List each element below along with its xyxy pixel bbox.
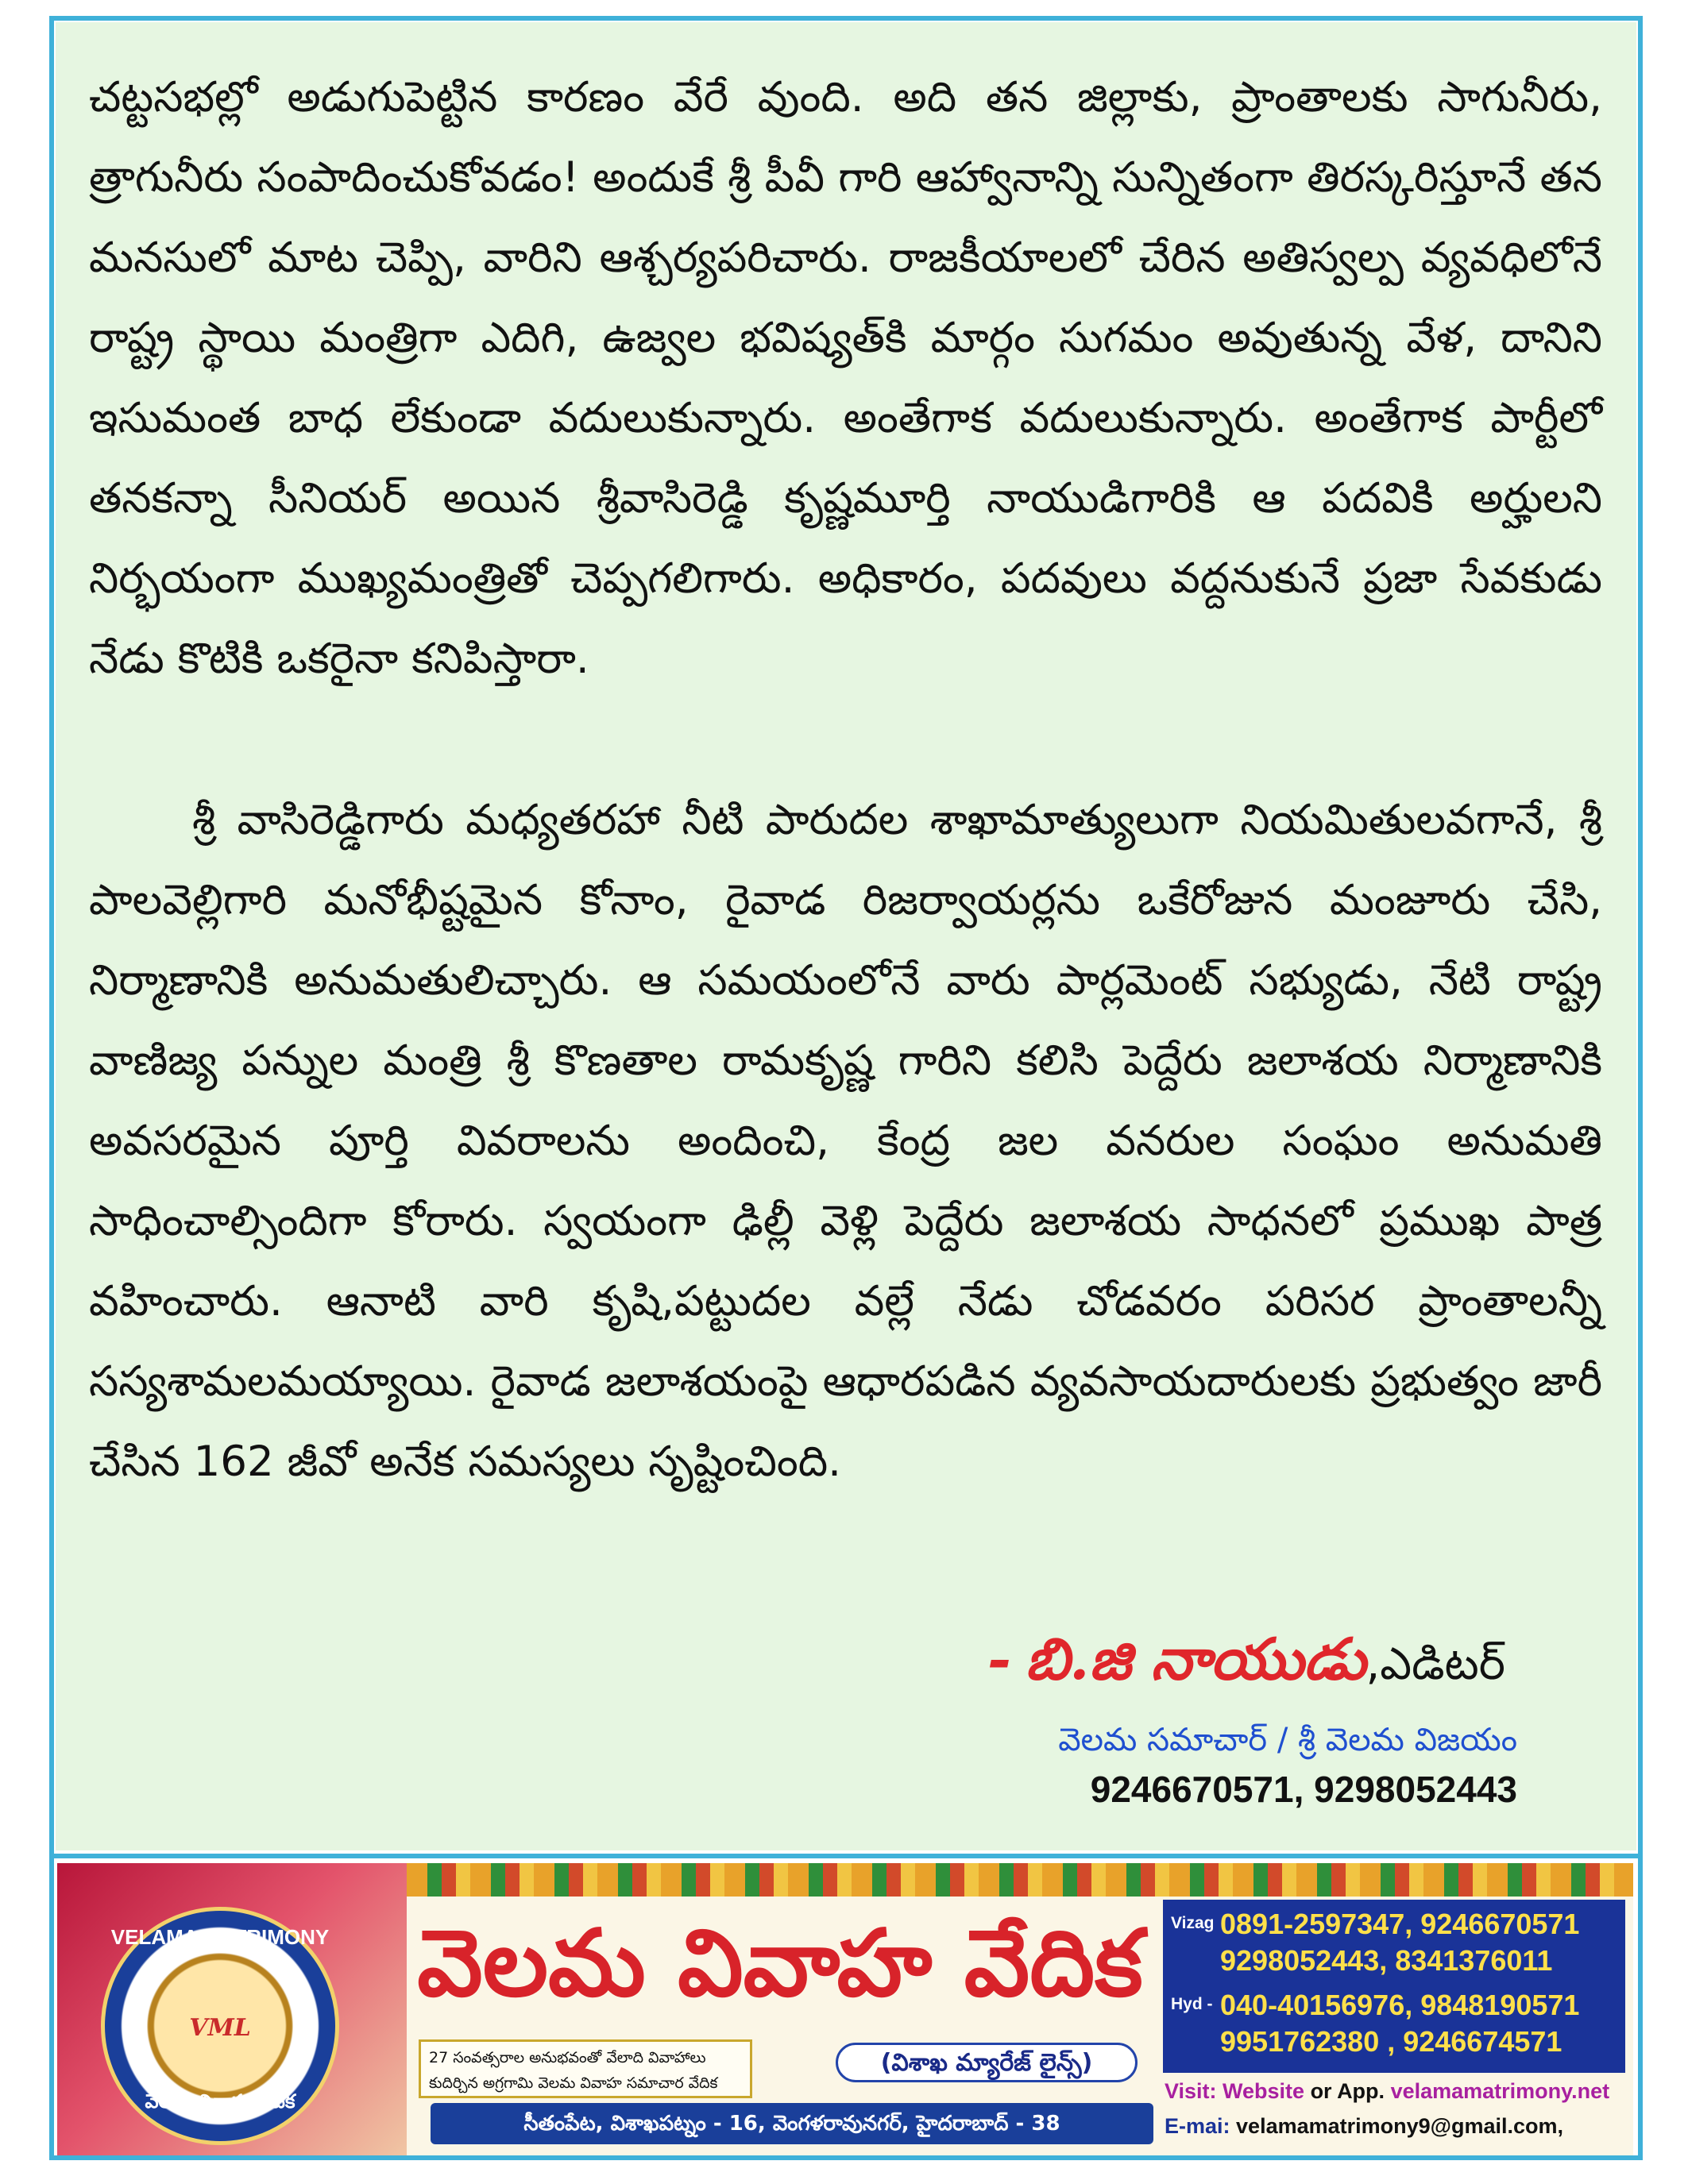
logo-badge-text: VML (189, 2014, 251, 2042)
signature-dash: - (987, 1625, 1011, 1692)
signature-role: ,ఎడిటర్ (1365, 1638, 1505, 1690)
contact-box (1163, 1900, 1625, 2073)
matrimony-banner (57, 1863, 1633, 2155)
email-label: E-mai: (1165, 2114, 1230, 2138)
signature (987, 1625, 1505, 1707)
matrimony-logo (101, 1907, 339, 2145)
tagline-line-2: కుదిర్చిన అగ్రగామి వెలమ వివాహ సమాచార వేదిక (429, 2074, 718, 2092)
article-paragraph-1: చట్టసభల్లో అడుగుపెట్టిన కారణం వేరే వుంది. అది తన జిల్లాకు, ప్రాంతాలకు సాగునీరు, త్రాగునీరు సంపాదించుకోవడం! అందుకే శ్రీ పీవీ గారి ఆహ్వానాన్ని సున్నితంగా తిరస్కరిస్తూనే తన మనసులో మాట చెప్పి, వారిని ఆశ్చర్యపరిచారు. రాజకీయాలలో చేరిన అతిస్వల్ప వ్యవధిలోనే రాష్ట్ర స్థాయి మంత్రిగా ఎదిగి, ఉజ్వల భవిష్యత్‌కి మార్గం సుగమం అవుతున్న వేళ, దానిని ఇసుమంత బాధ లేకుండా వదులుకున్నారు. అంతేగాక వదులుకున్నారు. అంతేగాక పార్టీలో తనకన్నా సీనియర్ అయిన శ్రీవాసిరెడ్డి కృష్ణమూర్తి నాయుడిగారికి ఆ పదవికి అర్హులని నిర్భయంగా ముఖ్యమంత్రితో చెప్పగలిగారు. అధికారం, పదవులు వద్దనుకునే ప్రజా సేవకుడు నేడు కొటికి ఒకరైనా కనిపిస్తారా. (89, 73, 1602, 683)
contact-row-hyd (1171, 1987, 1617, 2060)
website-link[interactable]: velamamatrimony.net (1390, 2079, 1610, 2103)
contact-phone[interactable]: 0891-2597347, 9246670571 (1220, 1908, 1580, 1940)
website-mid: or App. (1304, 2079, 1391, 2103)
website-label: Visit: Website (1165, 2079, 1305, 2103)
banner-address: సీతంపేట, విశాఖపట్నం - 16, వెంగళరావునగర్, హైదరాబాద్ - 38 (431, 2103, 1153, 2144)
contact-label: Hyd - (1171, 1995, 1213, 2013)
signature-name: బి.జి నాయుడు (1025, 1625, 1366, 1692)
wedding-photo (57, 1863, 407, 2155)
banner-title: వెలమ వివాహ వేదిక (417, 1910, 1143, 2017)
website-line (1165, 2079, 1609, 2104)
email-line (1165, 2114, 1563, 2139)
flower-garland (407, 1863, 1633, 1897)
article-paragraph-2: శ్రీ వాసిరెడ్డిగారు మధ్యతరహా నీటి పారుదల శాఖామాత్యులుగా నియమితులవగానే, శ్రీ పాలవెల్లిగారి మనోభీష్టమైన కోనాం, రైవాడ రిజర్వాయర్లను ఒకేరోజున మంజూరు చేసి, నిర్మాణానికి అనుమతులిచ్చారు. ఆ సమయంలోనే వారు పార్లమెంట్ సభ్యుడు, నేటి రాష్ట్ర వాణిజ్య పన్నుల మంత్రి శ్రీ కొణతాల రామకృష్ణ గారిని కలిసి పెద్దేరు జలాశయ నిర్మాణానికి అవసరమైన పూర్తి వివరాలను అందించి, కేంద్ర జల వనరుల సంఘం అనుమతి సాధించాల్సిందిగా కోరారు. స్వయంగా ఢిల్లీ వెళ్లి పెద్దేరు జలాశయ సాధనలో ప్రముఖ పాత్ర వహించారు. ఆనాటి వారి కృషి,పట్టుదల వల్లే నేడు చోడవరం పరిసర ప్రాంతాలన్నీ సస్యశామలమయ్యాయి. రైవాడ జలాశయంపై ఆధారపడిన వ్యవసాయదారులకు ప్రభుత్వం జారీ చేసిన 162 జీవో అనేక సమస్యలు సృష్టించింది. (89, 796, 1602, 1486)
email-link[interactable]: velamamatrimony9@gmail.com, (1230, 2114, 1564, 2138)
logo-top-text: VELAMA MATRIMONY (110, 1925, 330, 1949)
banner-subtitle: (విశాఖ మ్యారేజ్ లైన్స్) (836, 2043, 1138, 2082)
contact-phone[interactable]: 040-40156976, 9848190571 (1220, 1989, 1580, 2021)
separator-rule (54, 1854, 1640, 1858)
tagline-line-1: 27 సంవత్సరాల అనుభవంతో వేలాది వివాహాలు (429, 2049, 706, 2066)
contact-phone[interactable]: 9298052443, 8341376011 (1220, 1944, 1553, 1977)
article-panel (56, 22, 1636, 1850)
contact-row-vizag (1171, 1906, 1617, 1979)
banner-tagline (419, 2039, 752, 2098)
contact-phone[interactable]: 9951762380 , 9246674571 (1220, 2025, 1562, 2058)
signature-phones: 9246670571, 9298052443 (1090, 1769, 1517, 1810)
logo-bottom-text: వెలమ వివాహ వేదిక (145, 2090, 295, 2113)
contact-label: Vizag (1171, 1914, 1215, 1932)
publication-names: వెలమ సమాచార్ / శ్రీ వెలమ విజయం (1058, 1722, 1517, 1758)
